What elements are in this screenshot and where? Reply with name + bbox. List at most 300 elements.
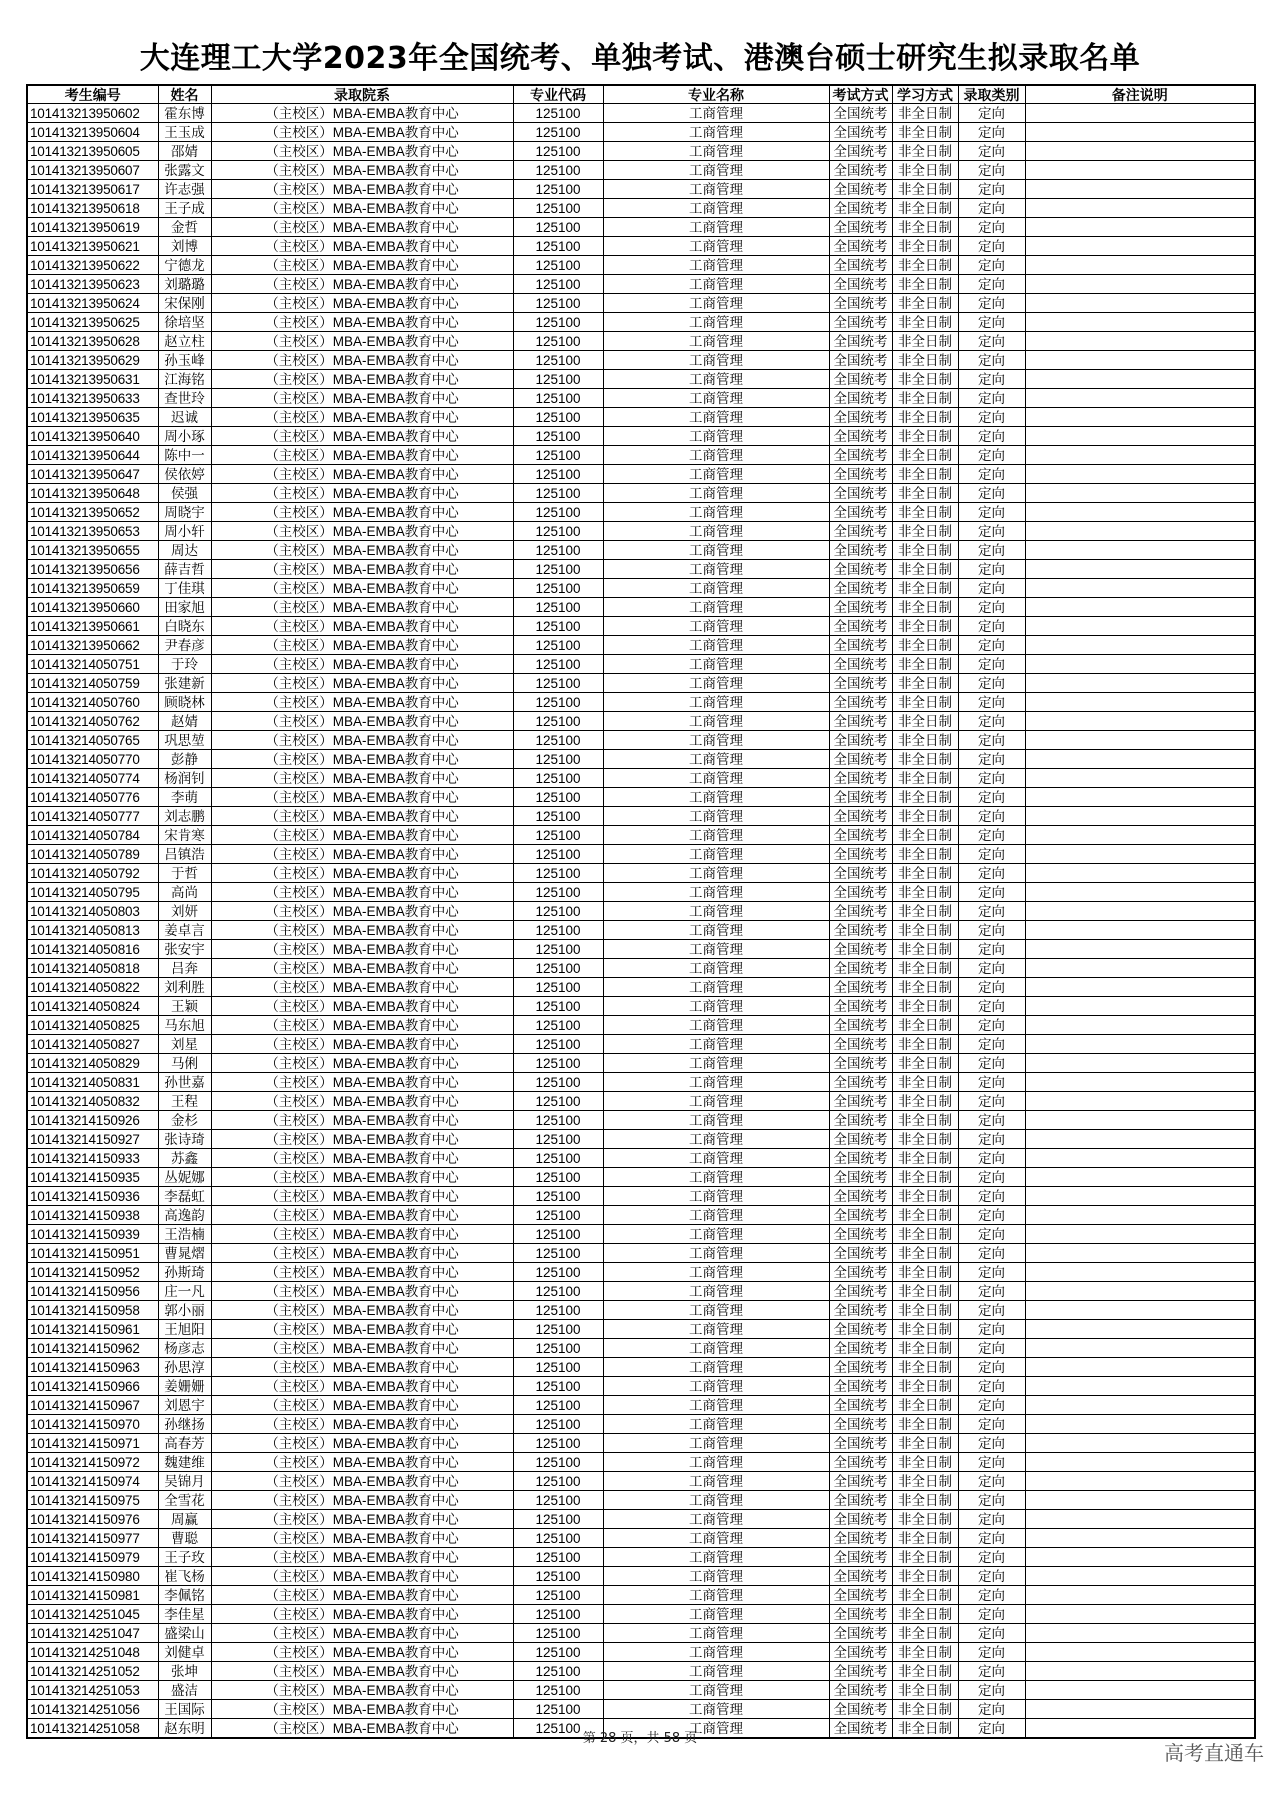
cell-study-mode: 非全日制 — [892, 1320, 958, 1339]
table-row — [27, 1605, 1255, 1624]
cell-name: 薛吉哲 — [158, 560, 211, 579]
table-row — [27, 959, 1255, 978]
cell-exam-type: 全国统考 — [829, 1662, 892, 1681]
table-row — [27, 370, 1255, 389]
cell-exam-id: 101413214150939 — [27, 1225, 158, 1244]
cell-exam-id: 101413213950625 — [27, 313, 158, 332]
cell-exam-type: 全国统考 — [829, 1510, 892, 1529]
cell-exam-id: 101413214150958 — [27, 1301, 158, 1320]
cell-exam-type: 全国统考 — [829, 123, 892, 142]
cell-exam-id: 101413214150962 — [27, 1339, 158, 1358]
cell-department: （主校区）MBA-EMBA教育中心 — [211, 389, 513, 408]
cell-department: （主校区）MBA-EMBA教育中心 — [211, 1643, 513, 1662]
cell-major-code: 125100 — [513, 826, 603, 845]
cell-major-code: 125100 — [513, 123, 603, 142]
cell-admission-type: 定向 — [958, 1149, 1025, 1168]
cell-admission-type: 定向 — [958, 826, 1025, 845]
cell-exam-id: 101413214150933 — [27, 1149, 158, 1168]
cell-study-mode: 非全日制 — [892, 712, 958, 731]
cell-remarks — [1025, 1301, 1255, 1320]
cell-admission-type: 定向 — [958, 1225, 1025, 1244]
cell-study-mode: 非全日制 — [892, 218, 958, 237]
cell-exam-id: 101413213950660 — [27, 598, 158, 617]
table-row — [27, 1396, 1255, 1415]
cell-admission-type: 定向 — [958, 370, 1025, 389]
cell-remarks — [1025, 313, 1255, 332]
cell-major-name: 工商管理 — [603, 123, 829, 142]
cell-exam-id: 101413214150956 — [27, 1282, 158, 1301]
cell-department: （主校区）MBA-EMBA教育中心 — [211, 1548, 513, 1567]
cell-study-mode: 非全日制 — [892, 123, 958, 142]
cell-exam-id: 101413214251058 — [27, 1719, 158, 1739]
cell-exam-id: 101413213950622 — [27, 256, 158, 275]
cell-study-mode: 非全日制 — [892, 788, 958, 807]
cell-exam-type: 全国统考 — [829, 465, 892, 484]
table-row — [27, 1035, 1255, 1054]
cell-remarks — [1025, 1681, 1255, 1700]
cell-study-mode: 非全日制 — [892, 864, 958, 883]
cell-major-code: 125100 — [513, 1244, 603, 1263]
cell-major-name: 工商管理 — [603, 579, 829, 598]
cell-major-code: 125100 — [513, 1415, 603, 1434]
table-row — [27, 636, 1255, 655]
cell-major-code: 125100 — [513, 1016, 603, 1035]
cell-admission-type: 定向 — [958, 332, 1025, 351]
cell-exam-id: 101413214150971 — [27, 1434, 158, 1453]
cell-admission-type: 定向 — [958, 636, 1025, 655]
cell-exam-type: 全国统考 — [829, 864, 892, 883]
cell-admission-type: 定向 — [958, 731, 1025, 750]
cell-department: （主校区）MBA-EMBA教育中心 — [211, 1263, 513, 1282]
cell-name: 刘星 — [158, 1035, 211, 1054]
cell-major-name: 工商管理 — [603, 997, 829, 1016]
cell-study-mode: 非全日制 — [892, 978, 958, 997]
table-body — [27, 104, 1255, 1739]
cell-remarks — [1025, 503, 1255, 522]
cell-major-code: 125100 — [513, 218, 603, 237]
cell-study-mode: 非全日制 — [892, 1643, 958, 1662]
cell-name: 顾晓林 — [158, 693, 211, 712]
cell-remarks — [1025, 389, 1255, 408]
cell-study-mode: 非全日制 — [892, 579, 958, 598]
cell-name: 侯依婷 — [158, 465, 211, 484]
cell-study-mode: 非全日制 — [892, 332, 958, 351]
cell-major-name: 工商管理 — [603, 560, 829, 579]
cell-major-code: 125100 — [513, 1624, 603, 1643]
cell-admission-type: 定向 — [958, 294, 1025, 313]
cell-department: （主校区）MBA-EMBA教育中心 — [211, 1282, 513, 1301]
cell-admission-type: 定向 — [958, 503, 1025, 522]
cell-exam-id: 101413213950628 — [27, 332, 158, 351]
cell-remarks — [1025, 1168, 1255, 1187]
cell-major-code: 125100 — [513, 731, 603, 750]
cell-remarks — [1025, 1358, 1255, 1377]
cell-exam-type: 全国统考 — [829, 1035, 892, 1054]
cell-study-mode: 非全日制 — [892, 199, 958, 218]
cell-major-name: 工商管理 — [603, 940, 829, 959]
cell-department: （主校区）MBA-EMBA教育中心 — [211, 1605, 513, 1624]
cell-exam-type: 全国统考 — [829, 826, 892, 845]
cell-major-code: 125100 — [513, 1092, 603, 1111]
cell-department: （主校区）MBA-EMBA教育中心 — [211, 1529, 513, 1548]
cell-major-code: 125100 — [513, 541, 603, 560]
cell-exam-id: 101413214150936 — [27, 1187, 158, 1206]
cell-exam-id: 101413214150926 — [27, 1111, 158, 1130]
col-header-major-code: 专业代码 — [513, 85, 603, 104]
cell-admission-type: 定向 — [958, 427, 1025, 446]
cell-name: 宁德龙 — [158, 256, 211, 275]
cell-major-name: 工商管理 — [603, 636, 829, 655]
cell-major-name: 工商管理 — [603, 598, 829, 617]
cell-major-code: 125100 — [513, 465, 603, 484]
table-row — [27, 1662, 1255, 1681]
cell-admission-type: 定向 — [958, 1624, 1025, 1643]
cell-major-name: 工商管理 — [603, 389, 829, 408]
cell-study-mode: 非全日制 — [892, 427, 958, 446]
cell-department: （主校区）MBA-EMBA教育中心 — [211, 560, 513, 579]
cell-major-code: 125100 — [513, 1035, 603, 1054]
cell-major-code: 125100 — [513, 104, 603, 123]
cell-name: 刘璐璐 — [158, 275, 211, 294]
cell-name: 王国际 — [158, 1700, 211, 1719]
cell-department: （主校区）MBA-EMBA教育中心 — [211, 864, 513, 883]
cell-remarks — [1025, 1662, 1255, 1681]
cell-study-mode: 非全日制 — [892, 1187, 958, 1206]
cell-major-name: 工商管理 — [603, 826, 829, 845]
cell-major-name: 工商管理 — [603, 1301, 829, 1320]
cell-major-code: 125100 — [513, 1149, 603, 1168]
cell-name: 赵东明 — [158, 1719, 211, 1739]
table-row — [27, 541, 1255, 560]
table-row — [27, 1358, 1255, 1377]
cell-department: （主校区）MBA-EMBA教育中心 — [211, 294, 513, 313]
table-row — [27, 1054, 1255, 1073]
cell-exam-id: 101413214150976 — [27, 1510, 158, 1529]
cell-remarks — [1025, 275, 1255, 294]
cell-major-code: 125100 — [513, 1073, 603, 1092]
cell-remarks — [1025, 769, 1255, 788]
cell-admission-type: 定向 — [958, 921, 1025, 940]
table-row — [27, 1301, 1255, 1320]
cell-remarks — [1025, 864, 1255, 883]
cell-department: （主校区）MBA-EMBA教育中心 — [211, 940, 513, 959]
cell-major-name: 工商管理 — [603, 921, 829, 940]
cell-admission-type: 定向 — [958, 1358, 1025, 1377]
cell-study-mode: 非全日制 — [892, 1700, 958, 1719]
table-row — [27, 1567, 1255, 1586]
cell-major-name: 工商管理 — [603, 769, 829, 788]
cell-name: 王子玫 — [158, 1548, 211, 1567]
cell-study-mode: 非全日制 — [892, 1605, 958, 1624]
cell-admission-type: 定向 — [958, 1187, 1025, 1206]
cell-major-name: 工商管理 — [603, 1643, 829, 1662]
document-title: 大连理工大学2023年全国统考、单独考试、港澳台硕士研究生拟录取名单 — [139, 41, 1141, 76]
cell-admission-type: 定向 — [958, 123, 1025, 142]
cell-exam-type: 全国统考 — [829, 1111, 892, 1130]
cell-remarks — [1025, 1263, 1255, 1282]
table-row — [27, 1130, 1255, 1149]
cell-major-code: 125100 — [513, 1605, 603, 1624]
cell-department: （主校区）MBA-EMBA教育中心 — [211, 826, 513, 845]
cell-exam-type: 全国统考 — [829, 427, 892, 446]
cell-name: 郭小丽 — [158, 1301, 211, 1320]
cell-exam-type: 全国统考 — [829, 1168, 892, 1187]
table-row — [27, 332, 1255, 351]
cell-major-name: 工商管理 — [603, 1339, 829, 1358]
cell-remarks — [1025, 408, 1255, 427]
cell-major-code: 125100 — [513, 1548, 603, 1567]
cell-department: （主校区）MBA-EMBA教育中心 — [211, 712, 513, 731]
cell-department: （主校区）MBA-EMBA教育中心 — [211, 522, 513, 541]
cell-exam-type: 全国统考 — [829, 1263, 892, 1282]
cell-study-mode: 非全日制 — [892, 522, 958, 541]
cell-admission-type: 定向 — [958, 104, 1025, 123]
table-row — [27, 617, 1255, 636]
cell-major-name: 工商管理 — [603, 807, 829, 826]
cell-exam-id: 101413213950604 — [27, 123, 158, 142]
cell-remarks — [1025, 560, 1255, 579]
cell-major-name: 工商管理 — [603, 1681, 829, 1700]
cell-department: （主校区）MBA-EMBA教育中心 — [211, 1453, 513, 1472]
cell-remarks — [1025, 598, 1255, 617]
cell-name: 周小琢 — [158, 427, 211, 446]
cell-major-code: 125100 — [513, 1282, 603, 1301]
cell-admission-type: 定向 — [958, 1206, 1025, 1225]
cell-department: （主校区）MBA-EMBA教育中心 — [211, 370, 513, 389]
cell-name: 孙玉峰 — [158, 351, 211, 370]
cell-major-code: 125100 — [513, 370, 603, 389]
cell-study-mode: 非全日制 — [892, 1662, 958, 1681]
cell-department: （主校区）MBA-EMBA教育中心 — [211, 1472, 513, 1491]
cell-major-code: 125100 — [513, 579, 603, 598]
cell-admission-type: 定向 — [958, 997, 1025, 1016]
cell-admission-type: 定向 — [958, 484, 1025, 503]
cell-name: 全雪花 — [158, 1491, 211, 1510]
cell-exam-type: 全国统考 — [829, 1130, 892, 1149]
cell-study-mode: 非全日制 — [892, 1567, 958, 1586]
cell-department: （主校区）MBA-EMBA教育中心 — [211, 636, 513, 655]
cell-department: （主校区）MBA-EMBA教育中心 — [211, 902, 513, 921]
cell-study-mode: 非全日制 — [892, 503, 958, 522]
cell-major-code: 125100 — [513, 1529, 603, 1548]
cell-major-name: 工商管理 — [603, 1054, 829, 1073]
cell-exam-type: 全国统考 — [829, 560, 892, 579]
cell-name: 刘博 — [158, 237, 211, 256]
cell-remarks — [1025, 826, 1255, 845]
table-row — [27, 1529, 1255, 1548]
cell-major-name: 工商管理 — [603, 902, 829, 921]
cell-name: 吕镇浩 — [158, 845, 211, 864]
cell-major-name: 工商管理 — [603, 1092, 829, 1111]
cell-major-name: 工商管理 — [603, 408, 829, 427]
cell-name: 江海铭 — [158, 370, 211, 389]
watermark-text: 高考直通车 — [1164, 1741, 1264, 1765]
table-row — [27, 769, 1255, 788]
cell-exam-id: 101413214050827 — [27, 1035, 158, 1054]
table-row — [27, 1016, 1255, 1035]
cell-exam-id: 101413214050774 — [27, 769, 158, 788]
cell-exam-type: 全国统考 — [829, 1206, 892, 1225]
cell-name: 刘志鹏 — [158, 807, 211, 826]
cell-name: 盛洁 — [158, 1681, 211, 1700]
cell-exam-id: 101413214050759 — [27, 674, 158, 693]
cell-major-name: 工商管理 — [603, 693, 829, 712]
cell-study-mode: 非全日制 — [892, 237, 958, 256]
cell-exam-id: 101413213950605 — [27, 142, 158, 161]
cell-major-name: 工商管理 — [603, 1510, 829, 1529]
cell-exam-id: 101413213950653 — [27, 522, 158, 541]
cell-name: 白晓东 — [158, 617, 211, 636]
cell-exam-type: 全国统考 — [829, 1472, 892, 1491]
cell-exam-id: 101413214150970 — [27, 1415, 158, 1434]
cell-remarks — [1025, 541, 1255, 560]
table-row — [27, 522, 1255, 541]
table-row — [27, 1320, 1255, 1339]
table-row — [27, 180, 1255, 199]
cell-name: 赵婧 — [158, 712, 211, 731]
cell-major-code: 125100 — [513, 1187, 603, 1206]
cell-study-mode: 非全日制 — [892, 845, 958, 864]
cell-remarks — [1025, 218, 1255, 237]
table-row — [27, 389, 1255, 408]
cell-exam-id: 101413214050760 — [27, 693, 158, 712]
cell-remarks — [1025, 940, 1255, 959]
cell-study-mode: 非全日制 — [892, 997, 958, 1016]
cell-study-mode: 非全日制 — [892, 446, 958, 465]
cell-department: （主校区）MBA-EMBA教育中心 — [211, 1187, 513, 1206]
cell-name: 马俐 — [158, 1054, 211, 1073]
cell-exam-type: 全国统考 — [829, 256, 892, 275]
cell-department: （主校区）MBA-EMBA教育中心 — [211, 769, 513, 788]
cell-major-name: 工商管理 — [603, 218, 829, 237]
cell-major-code: 125100 — [513, 769, 603, 788]
cell-exam-id: 101413214050803 — [27, 902, 158, 921]
cell-major-code: 125100 — [513, 389, 603, 408]
cell-department: （主校区）MBA-EMBA教育中心 — [211, 1510, 513, 1529]
cell-department: （主校区）MBA-EMBA教育中心 — [211, 997, 513, 1016]
cell-department: （主校区）MBA-EMBA教育中心 — [211, 1149, 513, 1168]
cell-department: （主校区）MBA-EMBA教育中心 — [211, 655, 513, 674]
cell-exam-type: 全国统考 — [829, 807, 892, 826]
cell-exam-id: 101413213950629 — [27, 351, 158, 370]
cell-exam-type: 全国统考 — [829, 218, 892, 237]
cell-study-mode: 非全日制 — [892, 1377, 958, 1396]
cell-admission-type: 定向 — [958, 845, 1025, 864]
cell-department: （主校区）MBA-EMBA教育中心 — [211, 1225, 513, 1244]
cell-exam-id: 101413213950648 — [27, 484, 158, 503]
cell-remarks — [1025, 902, 1255, 921]
cell-exam-id: 101413213950655 — [27, 541, 158, 560]
cell-exam-type: 全国统考 — [829, 1377, 892, 1396]
cell-name: 刘妍 — [158, 902, 211, 921]
cell-department: （主校区）MBA-EMBA教育中心 — [211, 617, 513, 636]
table-row — [27, 503, 1255, 522]
cell-exam-type: 全国统考 — [829, 712, 892, 731]
cell-admission-type: 定向 — [958, 351, 1025, 370]
cell-admission-type: 定向 — [958, 1662, 1025, 1681]
cell-major-name: 工商管理 — [603, 256, 829, 275]
cell-exam-type: 全国统考 — [829, 1301, 892, 1320]
cell-remarks — [1025, 1415, 1255, 1434]
cell-remarks — [1025, 750, 1255, 769]
cell-exam-type: 全国统考 — [829, 1092, 892, 1111]
cell-major-name: 工商管理 — [603, 1263, 829, 1282]
cell-department: （主校区）MBA-EMBA教育中心 — [211, 275, 513, 294]
cell-department: （主校区）MBA-EMBA教育中心 — [211, 788, 513, 807]
cell-exam-type: 全国统考 — [829, 1282, 892, 1301]
table-row — [27, 465, 1255, 484]
cell-major-code: 125100 — [513, 256, 603, 275]
cell-major-code: 125100 — [513, 1054, 603, 1073]
cell-major-name: 工商管理 — [603, 180, 829, 199]
cell-study-mode: 非全日制 — [892, 959, 958, 978]
table-row — [27, 579, 1255, 598]
cell-admission-type: 定向 — [958, 1320, 1025, 1339]
cell-name: 孙继扬 — [158, 1415, 211, 1434]
cell-remarks — [1025, 807, 1255, 826]
cell-major-name: 工商管理 — [603, 1453, 829, 1472]
cell-exam-type: 全国统考 — [829, 731, 892, 750]
cell-major-code: 125100 — [513, 940, 603, 959]
table-row — [27, 1491, 1255, 1510]
cell-department: （主校区）MBA-EMBA教育中心 — [211, 1491, 513, 1510]
cell-major-code: 125100 — [513, 1491, 603, 1510]
cell-exam-type: 全国统考 — [829, 1396, 892, 1415]
cell-remarks — [1025, 1529, 1255, 1548]
cell-name: 李萌 — [158, 788, 211, 807]
cell-study-mode: 非全日制 — [892, 351, 958, 370]
table-row — [27, 1092, 1255, 1111]
cell-name: 张露文 — [158, 161, 211, 180]
cell-department: （主校区）MBA-EMBA教育中心 — [211, 693, 513, 712]
cell-major-code: 125100 — [513, 1111, 603, 1130]
cell-exam-id: 101413214050776 — [27, 788, 158, 807]
cell-admission-type: 定向 — [958, 940, 1025, 959]
cell-exam-id: 101413214150938 — [27, 1206, 158, 1225]
cell-study-mode: 非全日制 — [892, 1225, 958, 1244]
cell-major-name: 工商管理 — [603, 788, 829, 807]
cell-major-code: 125100 — [513, 921, 603, 940]
cell-department: （主校区）MBA-EMBA教育中心 — [211, 1377, 513, 1396]
cell-remarks — [1025, 294, 1255, 313]
cell-major-name: 工商管理 — [603, 1662, 829, 1681]
cell-study-mode: 非全日制 — [892, 902, 958, 921]
cell-admission-type: 定向 — [958, 1453, 1025, 1472]
cell-exam-type: 全国统考 — [829, 598, 892, 617]
cell-department: （主校区）MBA-EMBA教育中心 — [211, 1662, 513, 1681]
cell-admission-type: 定向 — [958, 446, 1025, 465]
cell-major-name: 工商管理 — [603, 1605, 829, 1624]
cell-department: （主校区）MBA-EMBA教育中心 — [211, 1301, 513, 1320]
cell-study-mode: 非全日制 — [892, 598, 958, 617]
cell-admission-type: 定向 — [958, 1586, 1025, 1605]
cell-exam-id: 101413213950640 — [27, 427, 158, 446]
cell-department: （主校区）MBA-EMBA教育中心 — [211, 1016, 513, 1035]
cell-name: 姜姗姗 — [158, 1377, 211, 1396]
cell-exam-type: 全国统考 — [829, 769, 892, 788]
cell-admission-type: 定向 — [958, 408, 1025, 427]
cell-exam-type: 全国统考 — [829, 294, 892, 313]
cell-exam-type: 全国统考 — [829, 1700, 892, 1719]
cell-exam-id: 101413213950659 — [27, 579, 158, 598]
cell-exam-type: 全国统考 — [829, 1358, 892, 1377]
table-row — [27, 655, 1255, 674]
cell-admission-type: 定向 — [958, 1092, 1025, 1111]
cell-remarks — [1025, 522, 1255, 541]
cell-department: （主校区）MBA-EMBA教育中心 — [211, 883, 513, 902]
col-header-name: 姓名 — [158, 85, 211, 104]
table-row — [27, 123, 1255, 142]
